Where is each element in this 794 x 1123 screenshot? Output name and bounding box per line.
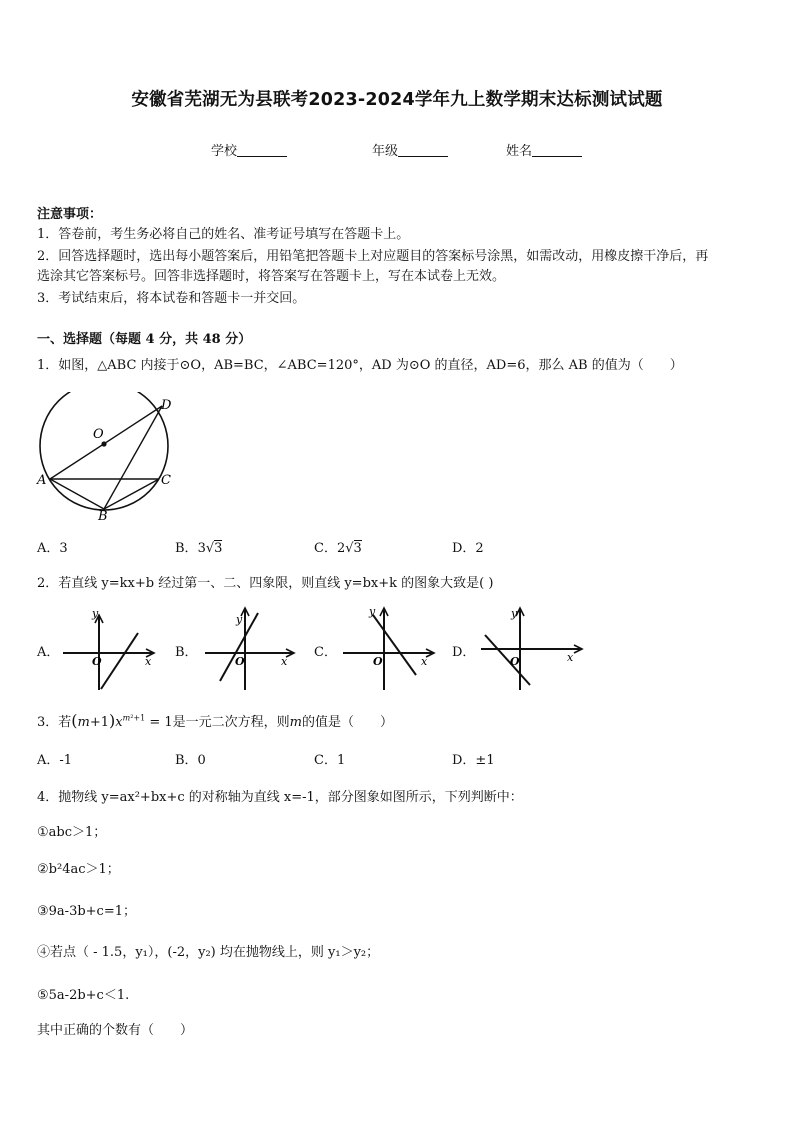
- q3-prefix: 3．若: [37, 715, 72, 730]
- axis-x-label: x: [281, 655, 288, 668]
- page-title: 安徽省芜湖无为县联考2023-2024学年九上数学期末达标测试试题: [131, 90, 663, 110]
- axis-y-label: y: [511, 607, 518, 620]
- q2-graph-d: [478, 603, 586, 695]
- sqrt-sign: √: [345, 541, 354, 556]
- origin-label: O: [235, 655, 245, 668]
- label-d: D: [161, 398, 172, 413]
- school-label: 学校: [211, 144, 238, 159]
- question-2-text: 2．若直线 y=kx+b 经过第一、二、四象限，则直线 y=bx+k 的图象大致是( ): [37, 576, 494, 591]
- axis-x-label: x: [145, 655, 152, 668]
- axis-x-label: x: [567, 651, 574, 664]
- q1-option-b: [175, 537, 222, 556]
- circle-o: [40, 392, 168, 510]
- q3-option-b: B．0: [175, 753, 206, 768]
- q1-option-b-prefix: B．: [175, 541, 198, 556]
- label-o: O: [93, 427, 104, 442]
- q3-m: m: [77, 715, 90, 730]
- q2-graph-c: [340, 603, 440, 695]
- q3-exp-m: m: [122, 713, 131, 723]
- q2-option-c-label: C．: [314, 645, 337, 660]
- q4-statement-1: ①abc＞1；: [37, 825, 107, 840]
- name-blank: [532, 144, 582, 157]
- question-4-text: 4．抛物线 y=ax²+bx+c 的对称轴为直线 x=-1，部分图象如图所示，下列判断中：: [37, 790, 523, 805]
- q4-question-end: 其中正确的个数有（ ）: [37, 1023, 194, 1038]
- q1-option-d: D．2: [452, 541, 484, 556]
- q2-option-a-label: A．: [37, 645, 60, 660]
- origin-label: O: [510, 655, 520, 668]
- q2-graph-a: [58, 603, 168, 695]
- q2-graph-b: [200, 603, 300, 695]
- notice-item: 3．考试结束后，将本试卷和答题卡一并交回。: [37, 291, 306, 306]
- notice-item: 2．回答选择题时，选出每小题答案后，用铅笔把答题卡上对应题目的答案标号涂黑，如需改动，用橡皮擦干净后，再: [37, 249, 709, 264]
- q1-option-c-coef: 2: [336, 541, 346, 556]
- q3-x: x: [115, 715, 123, 730]
- grade-blank: [398, 144, 448, 157]
- axis-x-label: x: [421, 655, 428, 668]
- center-point: [101, 441, 106, 446]
- grade-label: 年级: [372, 144, 399, 159]
- grade-field: [372, 140, 448, 159]
- q3-suffix: 的值是（ ）: [301, 715, 393, 730]
- q3-option-a: A．-1: [37, 753, 73, 768]
- q2-option-b-label: B．: [175, 645, 198, 660]
- label-b: B: [98, 509, 108, 524]
- q1-option-b-coef: 3: [197, 541, 206, 556]
- q1-option-a: A．3: [37, 541, 68, 556]
- sqrt-sign: √: [205, 541, 215, 556]
- name-field: [506, 140, 582, 159]
- notice-item: 1．答卷前，考生务必将自己的姓名、准考证号填写在答题卡上。: [37, 227, 410, 242]
- q1-option-b-radicand: 3: [214, 541, 223, 556]
- origin-label: O: [92, 655, 102, 668]
- name-label: 姓名: [506, 144, 533, 159]
- q4-statement-5: ⑤5a-2b+c＜1.: [37, 988, 130, 1003]
- q1-option-c-prefix: C．: [314, 541, 337, 556]
- school-field: [211, 140, 287, 159]
- question-3-text: 3．若$(m+1)x^{m^2+1} = 1$是一元二次方程，则m的值是（ ）: [37, 711, 393, 730]
- axis-y-label: y: [236, 613, 243, 626]
- section-heading: 一、选择题（每题 4 分，共 48 分）: [37, 332, 252, 347]
- q1-circle-figure: [30, 392, 180, 524]
- axis-y-label: y: [92, 607, 99, 620]
- notice-heading: 注意事项：: [37, 207, 103, 222]
- q2-option-d-label: D．: [452, 645, 476, 660]
- label-a: A: [37, 473, 47, 488]
- q3-option-d: D．±1: [452, 753, 495, 768]
- label-c: C: [161, 473, 171, 488]
- q4-statement-4: ④若点（ - 1.5，y₁），(-2，y₂) 均在抛物线上，则 y₁＞y₂；: [37, 945, 380, 960]
- q1-option-c-radicand: 3: [353, 541, 362, 556]
- notice-item: 选涂其它答案标号。回答非选择题时，将答案写在答题卡上，写在本试卷上无效。: [37, 269, 506, 284]
- axis-y-label: y: [369, 605, 376, 618]
- q3-equation: = 1是一元二次方程，则: [145, 715, 290, 730]
- q1-option-c: [314, 537, 362, 556]
- q4-statement-2: ②b²4ac＞1；: [37, 862, 120, 877]
- origin-label: O: [373, 655, 383, 668]
- q3-plus-one: +1: [89, 715, 110, 730]
- q3-m-var: m: [289, 715, 302, 730]
- q4-statement-3: ③9a-3b+c=1；: [37, 904, 136, 919]
- q3-option-c: C．1: [314, 753, 346, 768]
- school-blank: [237, 144, 287, 157]
- q3-exp-rest: ²+1: [130, 713, 146, 723]
- question-1-text: 1．如图，△ABC 内接于⊙O，AB=BC，∠ABC=120°，AD 为⊙O 的直径，AD=6，那么 AB 的值为（ ）: [37, 358, 683, 373]
